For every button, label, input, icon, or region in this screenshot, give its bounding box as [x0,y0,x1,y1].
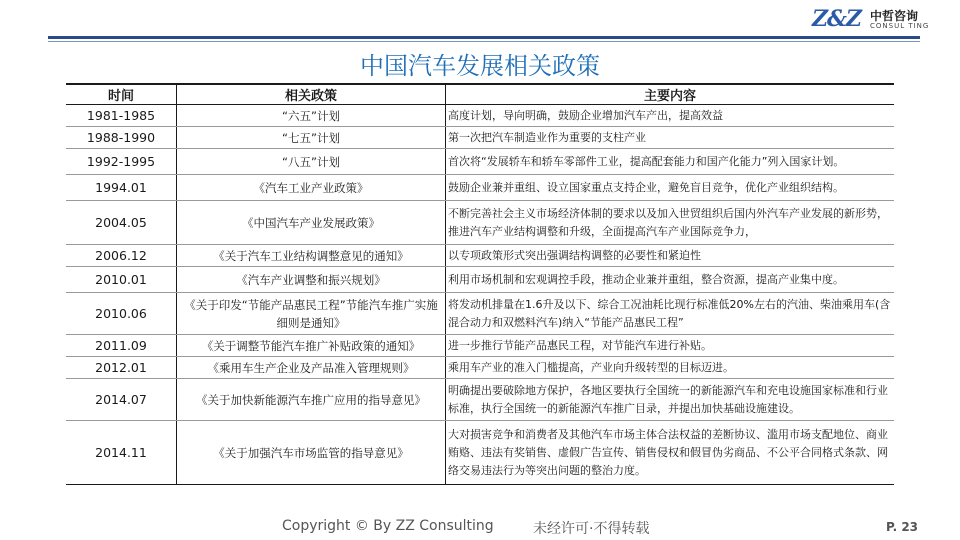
cell-content: 高度计划，导向明确，鼓励企业增加汽车产出，提高效益 [446,105,895,127]
cell-content: 首次将“发展轿车和轿车零部件工业，提高配套能力和国产化能力”列入国家计划。 [446,149,895,175]
cell-time: 2011.09 [66,335,177,357]
page-number: P. 23 [886,520,919,534]
cell-policy: “八五”计划 [177,149,446,175]
column-header-policy: 相关政策 [177,85,446,105]
table-row [66,175,894,201]
cell-time: 2006.12 [66,245,177,267]
cell-policy: “七五”计划 [177,127,446,149]
slide-footer [0,518,960,540]
table-row [66,293,894,335]
cell-policy: 《乘用车生产企业及产品准入管理规则》 [177,357,446,379]
cell-policy: 《关于调整节能汽车推广补贴政策的通知》 [177,335,446,357]
cell-policy: “六五”计划 [177,105,446,127]
table-header-row [66,85,894,105]
cell-content: 利用市场机制和宏观调控手段，推动企业兼并重组，整合资源，提高产业集中度。 [446,267,895,293]
cell-content: 进一步推行节能产品惠民工程，对节能汽车进行补贴。 [446,335,895,357]
column-header-time: 时间 [66,85,177,105]
header-rule [48,36,920,39]
cell-policy: 《关于汽车工业结构调整意见的通知》 [177,245,446,267]
table-row [66,201,894,245]
cell-time: 2014.11 [66,421,177,485]
cell-content: 鼓励企业兼并重组、设立国家重点支持企业，避免盲目竞争，优化产业组织结构。 [446,175,895,201]
cell-content: 大对损害竞争和消费者及其他汽车市场主体合法权益的差断协议、滥用市场支配地位、商业贿赂、违法有奖销售、虚假广告宣传、销售侵权和假冒伪劣商品、不公平合同格式条款、网络交易违法行为等突出问题的整治力度。 [446,421,895,485]
header-rule-thin [48,41,920,42]
cell-policy: 《汽车工业产业政策》 [177,175,446,201]
cell-content: 明确提出要破除地方保护，各地区要执行全国统一的新能源汽车和充电设施国家标准和行业标准，执行全国统一的新能源汽车推广目录，并提出加快基础设施建设。 [446,379,895,421]
cell-time: 1988-1990 [66,127,177,149]
table-row [66,245,894,267]
cell-time: 1994.01 [66,175,177,201]
cell-policy: 《关于加强汽车市场监管的指导意见》 [177,421,446,485]
table-row [66,127,894,149]
cell-content: 乘用车产业的准入门槛提高，产业向升级转型的目标迈进。 [446,357,895,379]
table-row [66,421,894,485]
cell-time: 1981-1985 [66,105,177,127]
cell-policy: 《关于印发“节能产品惠民工程”节能汽车推广实施细则是通知》 [177,293,446,335]
cell-policy: 《关于加快新能源汽车推广应用的指导意见》 [177,379,446,421]
table-row [66,379,894,421]
reproduction-notice: 未经许可·不得转载 [533,521,650,537]
policy-table [66,85,894,485]
cell-time: 2014.07 [66,379,177,421]
table-row [66,267,894,293]
logo-english-name: CONSUL TING [870,22,930,30]
slide-title: 中国汽车发展相关政策 [360,52,600,80]
copyright-text: Copyright © By ZZ Consulting [282,518,494,534]
table-row [66,149,894,175]
cell-time: 2004.05 [66,201,177,245]
table-row [66,105,894,127]
company-logo [812,6,948,34]
cell-time: 2010.01 [66,267,177,293]
cell-time: 1992-1995 [66,149,177,175]
column-header-content: 主要内容 [446,85,895,105]
table-row [66,357,894,379]
cell-content: 第一次把汽车制造业作为重要的支柱产业 [446,127,895,149]
cell-content: 将发动机排量在1.6升及以下、综合工况油耗比现行标准低20%左右的汽油、柴油乘用车(含混合动力和双燃料汽车)纳入“节能产品惠民工程” [446,293,895,335]
logo-mark: Z&Z [812,6,861,32]
cell-content: 以专项政策形式突出强调结构调整的必要性和紧迫性 [446,245,895,267]
table-row [66,335,894,357]
cell-time: 2012.01 [66,357,177,379]
cell-policy: 《中国汽车产业发展政策》 [177,201,446,245]
cell-time: 2010.06 [66,293,177,335]
logo-chinese-name: 中哲咨询 [870,9,919,23]
cell-policy: 《汽车产业调整和振兴规划》 [177,267,446,293]
cell-content: 不断完善社会主义市场经济体制的要求以及加入世贸组织后国内外汽车产业发展的新形势，推进汽车产业结构调整和升级，全面提高汽车产业国际竞争力， [446,201,895,245]
